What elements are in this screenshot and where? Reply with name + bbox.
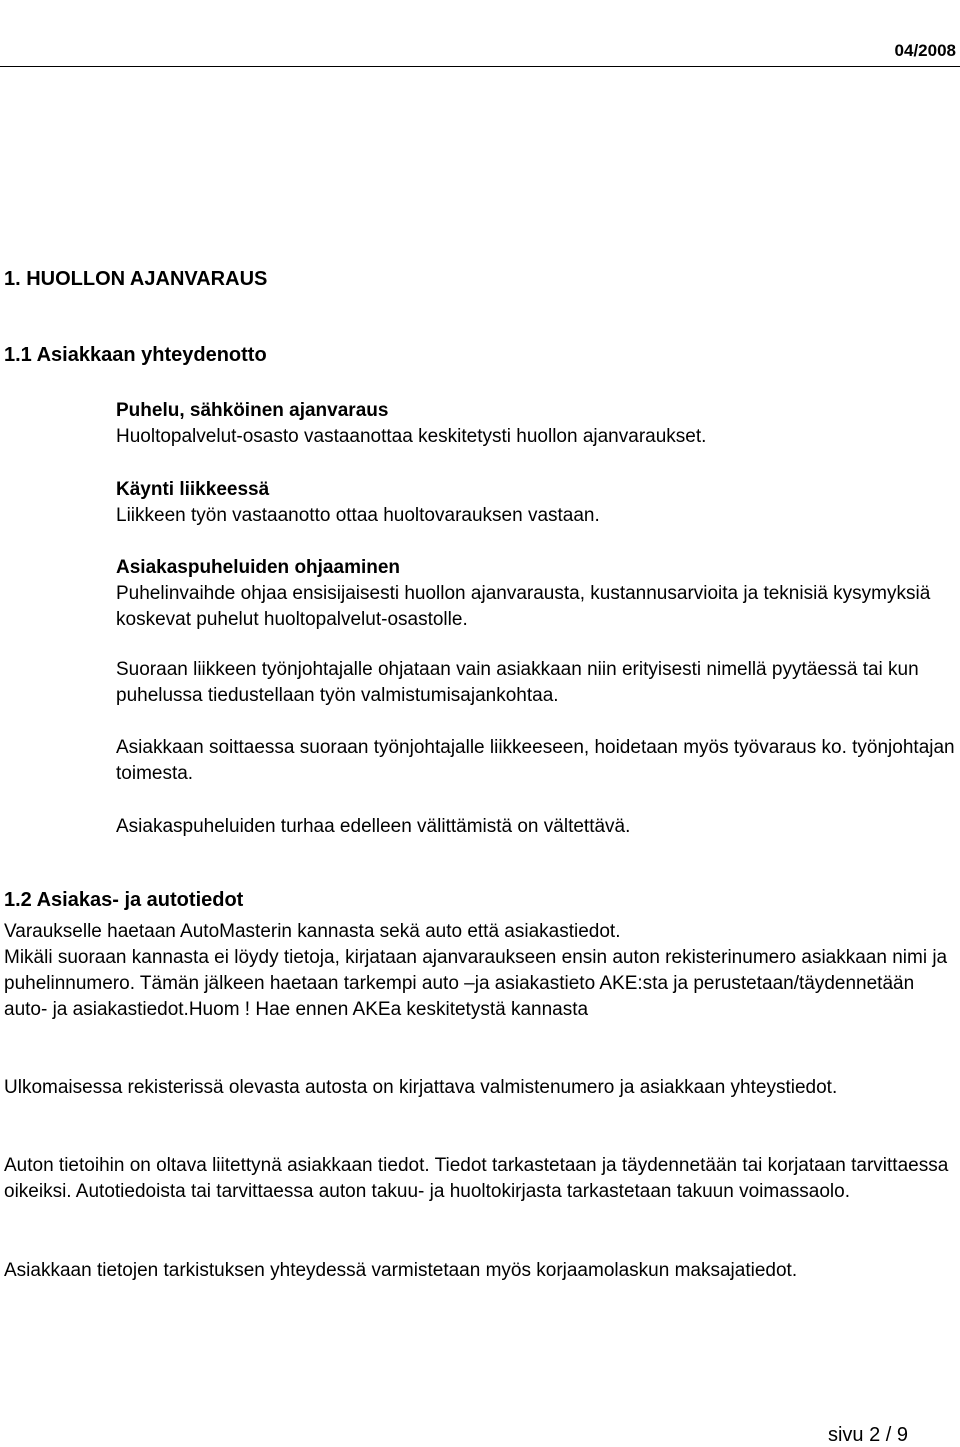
paragraph (4, 1153, 954, 1205)
contact-item-text: Puhelinvaihde ohjaa ensisijaisesti huollon ajanvarausta, kustannusarvioita ja teknisiä kysymyksiä koskevat puhelut huoltopalvelut-osastolle. (116, 583, 931, 630)
paragraph (116, 657, 960, 709)
paragraph-text: Auton tietoihin on oltava liitettynä asiakkaan tiedot. Tiedot tarkastetaan ja täydennetään tai korjataan tarvittaessa oikeiksi. Autotiedoista tai tarvittaessa auton takuu- ja huoltokirjasta tarkastetaan takuun voimassaolo. (4, 1155, 949, 1202)
subsection-heading: 1.1 Asiakkaan yhteydenotto (4, 344, 267, 366)
header-divider (0, 66, 960, 67)
paragraph-text: Asiakkaan soittaessa suoraan työnjohtajalle liikkeeseen, hoidetaan myös työvaraus ko. työnjohtajan toimesta. (116, 737, 955, 784)
paragraph (116, 735, 960, 787)
contact-item-title: Puhelu, sähköinen ajanvaraus (116, 400, 389, 421)
contact-item-title: Käynti liikkeessä (116, 479, 270, 500)
page-number: sivu 2 / 9 (827, 1424, 908, 1446)
paragraph (4, 919, 954, 1023)
paragraph (116, 814, 960, 840)
contact-item (116, 477, 960, 529)
document-version: Ver 1.1 (905, 0, 960, 19)
contact-item (116, 398, 960, 450)
document-title: Veho Autotalot tapa toimia – Korjaamo (295, 0, 607, 19)
section-heading: 1. HUOLLON AJANVARAUS (4, 268, 268, 290)
contact-item (116, 555, 960, 633)
paragraph-text: Mikäli suoraan kannasta ei löydy tietoja, kirjataan ajanvaraukseen ensin auton rekisterinumero asiakkaan nimi ja puhelinnumero. Tämän jälkeen haetaan tarkempi auto –ja asiakastieto AKE:sta ja perustetaan/täydennetään auto- ja asiakastiedot.Huom ! Hae ennen AKEa keskitetystä kannasta (4, 947, 948, 1020)
contact-item-text: Liikkeen työn vastaanotto ottaa huoltovarauksen vastaan. (116, 505, 600, 526)
paragraph (4, 1258, 954, 1284)
contact-item-title: Asiakaspuheluiden ohjaaminen (116, 557, 401, 578)
paragraph-text: Asiakkaan tietojen tarkistuksen yhteydessä varmistetaan myös korjaamolaskun maksajatiedot. (4, 1260, 798, 1281)
paragraph (4, 1075, 954, 1101)
document-date: 04/2008 (894, 41, 956, 60)
paragraph-text: Varaukselle haetaan AutoMasterin kannasta sekä auto että asiakastiedot. (4, 921, 621, 942)
contact-item-text: Huoltopalvelut-osasto vastaanottaa keskitetysti huollon ajanvaraukset. (116, 426, 707, 447)
paragraph-text: Ulkomaisessa rekisterissä olevasta autosta on kirjattava valmistenumero ja asiakkaan yhteystiedot. (4, 1077, 838, 1098)
subsection-heading: 1.2 Asiakas- ja autotiedot (4, 889, 244, 911)
paragraph-text: Suoraan liikkeen työnjohtajalle ohjataan vain asiakkaan niin erityisesti nimellä pyytäessä tai kun puhelussa tiedustellaan työn valmistumisajankohtaa. (116, 659, 919, 706)
paragraph-text: Asiakaspuheluiden turhaa edelleen välittämistä on vältettävä. (116, 816, 631, 837)
